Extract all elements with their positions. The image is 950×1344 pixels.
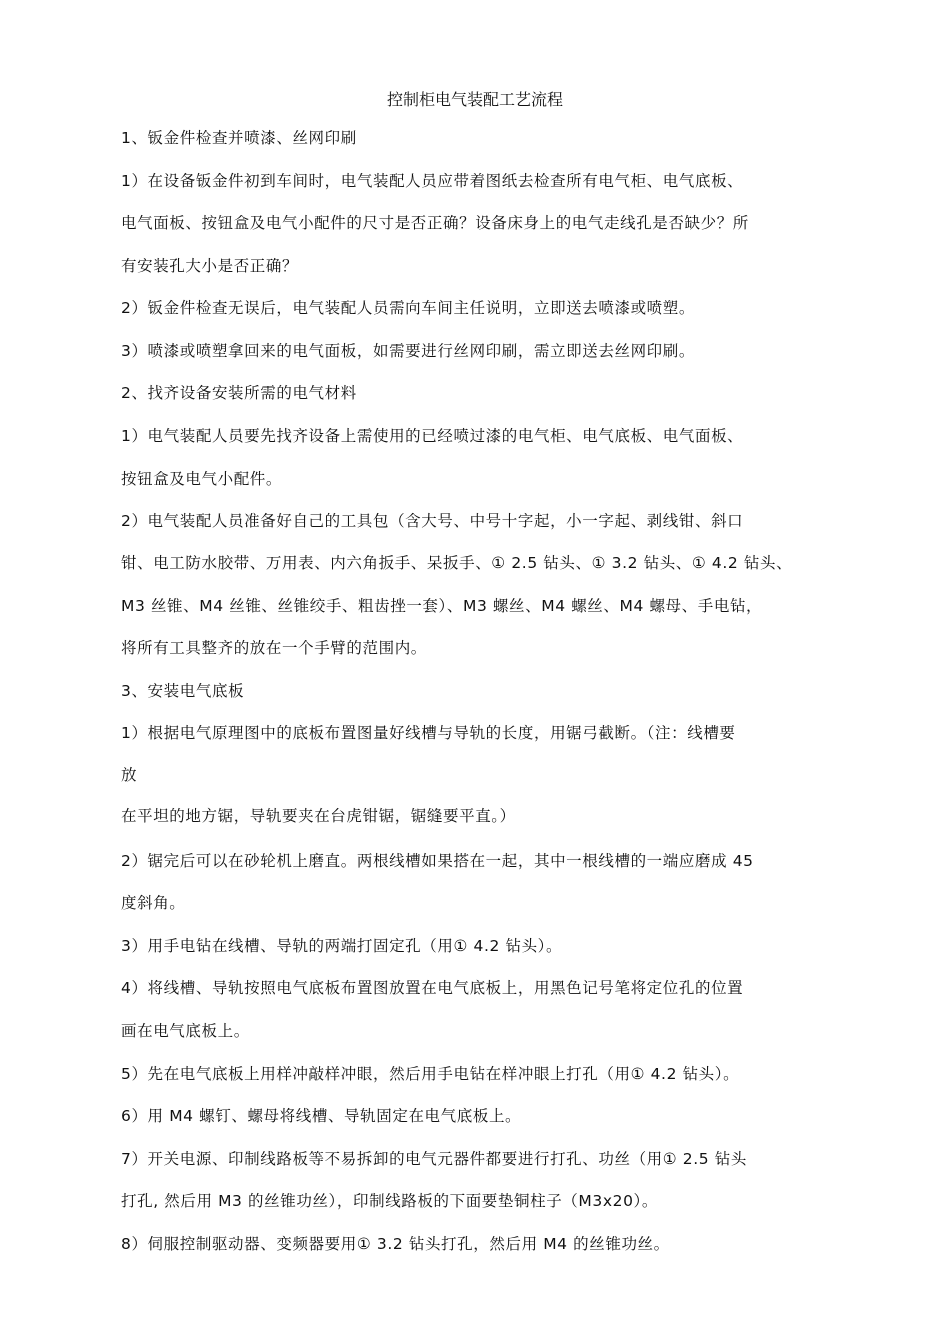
paragraph-line: 1）在设备钣金件初到车间时，电气装配人员应带着图纸去检查所有电气柜、电气底板、 <box>121 172 744 190</box>
paragraph-line: 将所有工具整齐的放在一个手臂的范围内。 <box>121 639 427 657</box>
paragraph-line: 6）用 M4 螺钉、螺母将线槽、导轨固定在电气底板上。 <box>121 1107 522 1125</box>
paragraph-line: 5）先在电气底板上用样冲敲样冲眼，然后用手电钻在样冲眼上打孔（用① 4.2 钻头）。 <box>121 1065 740 1083</box>
section-heading-3: 3、安装电气底板 <box>121 682 245 700</box>
paragraph-line: 画在电气底板上。 <box>121 1022 250 1040</box>
paragraph-line: 放 <box>121 766 138 784</box>
paragraph-line: 2）钣金件检查无误后，电气装配人员需向车间主任说明，立即送去喷漆或喷塑。 <box>121 299 695 317</box>
paragraph-line: 4）将线槽、导轨按照电气底板布置图放置在电气底板上，用黑色记号笔将定位孔的位置 <box>121 979 744 997</box>
paragraph-line: 钳、电工防水胶带、万用表、内六角扳手、呆扳手、① 2.5 钻头、① 3.2 钻头、① 4.2 钻头、 <box>121 554 793 572</box>
paragraph-line: 2）电气装配人员准备好自己的工具包（含大号、中号十字起，小一字起、剥线钳、斜口 <box>121 512 744 530</box>
paragraph-line: 1）根据电气原理图中的底板布置图量好线槽与导轨的长度，用锯弓截断。（注：线槽要 <box>121 724 736 742</box>
paragraph-line: 2）锯完后可以在砂轮机上磨直。两根线槽如果搭在一起，其中一根线槽的一端应磨成 45 <box>121 852 754 870</box>
paragraph-line: 有安装孔大小是否正确？ <box>121 257 299 275</box>
document-title: 控制柜电气装配工艺流程 <box>386 90 563 109</box>
paragraph-line: 8）伺服控制驱动器、变频器要用① 3.2 钻头打孔，然后用 M4 的丝锥功丝。 <box>121 1235 670 1253</box>
paragraph-line: 3）喷漆或喷塑拿回来的电气面板，如需要进行丝网印刷，需立即送去丝网印刷。 <box>121 342 695 360</box>
section-heading-1: 1、钣金件检查并喷漆、丝网印刷 <box>121 129 357 147</box>
paragraph-line: 3）用手电钻在线槽、导轨的两端打固定孔（用① 4.2 钻头）。 <box>121 937 563 955</box>
paragraph-line: 打孔, 然后用 M3 的丝锥功丝），印制线路板的下面要垫铜柱子（M3x20）。 <box>121 1192 658 1210</box>
section-heading-2: 2、找齐设备安装所需的电气材料 <box>121 384 357 402</box>
paragraph-line: 7）开关电源、印制线路板等不易拆卸的电气元器件都要进行打孔、功丝（用① 2.5 钻头 <box>121 1150 747 1168</box>
paragraph-line: 1）电气装配人员要先找齐设备上需使用的已经喷过漆的电气柜、电气底板、电气面板、 <box>121 427 744 445</box>
paragraph-line: 在平坦的地方锯，导轨要夹在台虎钳锯，锯缝要平直。） <box>121 807 516 825</box>
paragraph-line: 按钮盒及电气小配件。 <box>121 470 283 488</box>
paragraph-line: M3 丝锥、M4 丝锥、丝锥绞手、粗齿挫一套）、M3 螺丝、M4 螺丝、M4 螺母、手电钻， <box>121 597 763 615</box>
paragraph-line: 度斜角。 <box>121 894 186 912</box>
paragraph-line: 电气面板、按钮盒及电气小配件的尺寸是否正确？设备床身上的电气走线孔是否缺少？所 <box>121 214 749 232</box>
